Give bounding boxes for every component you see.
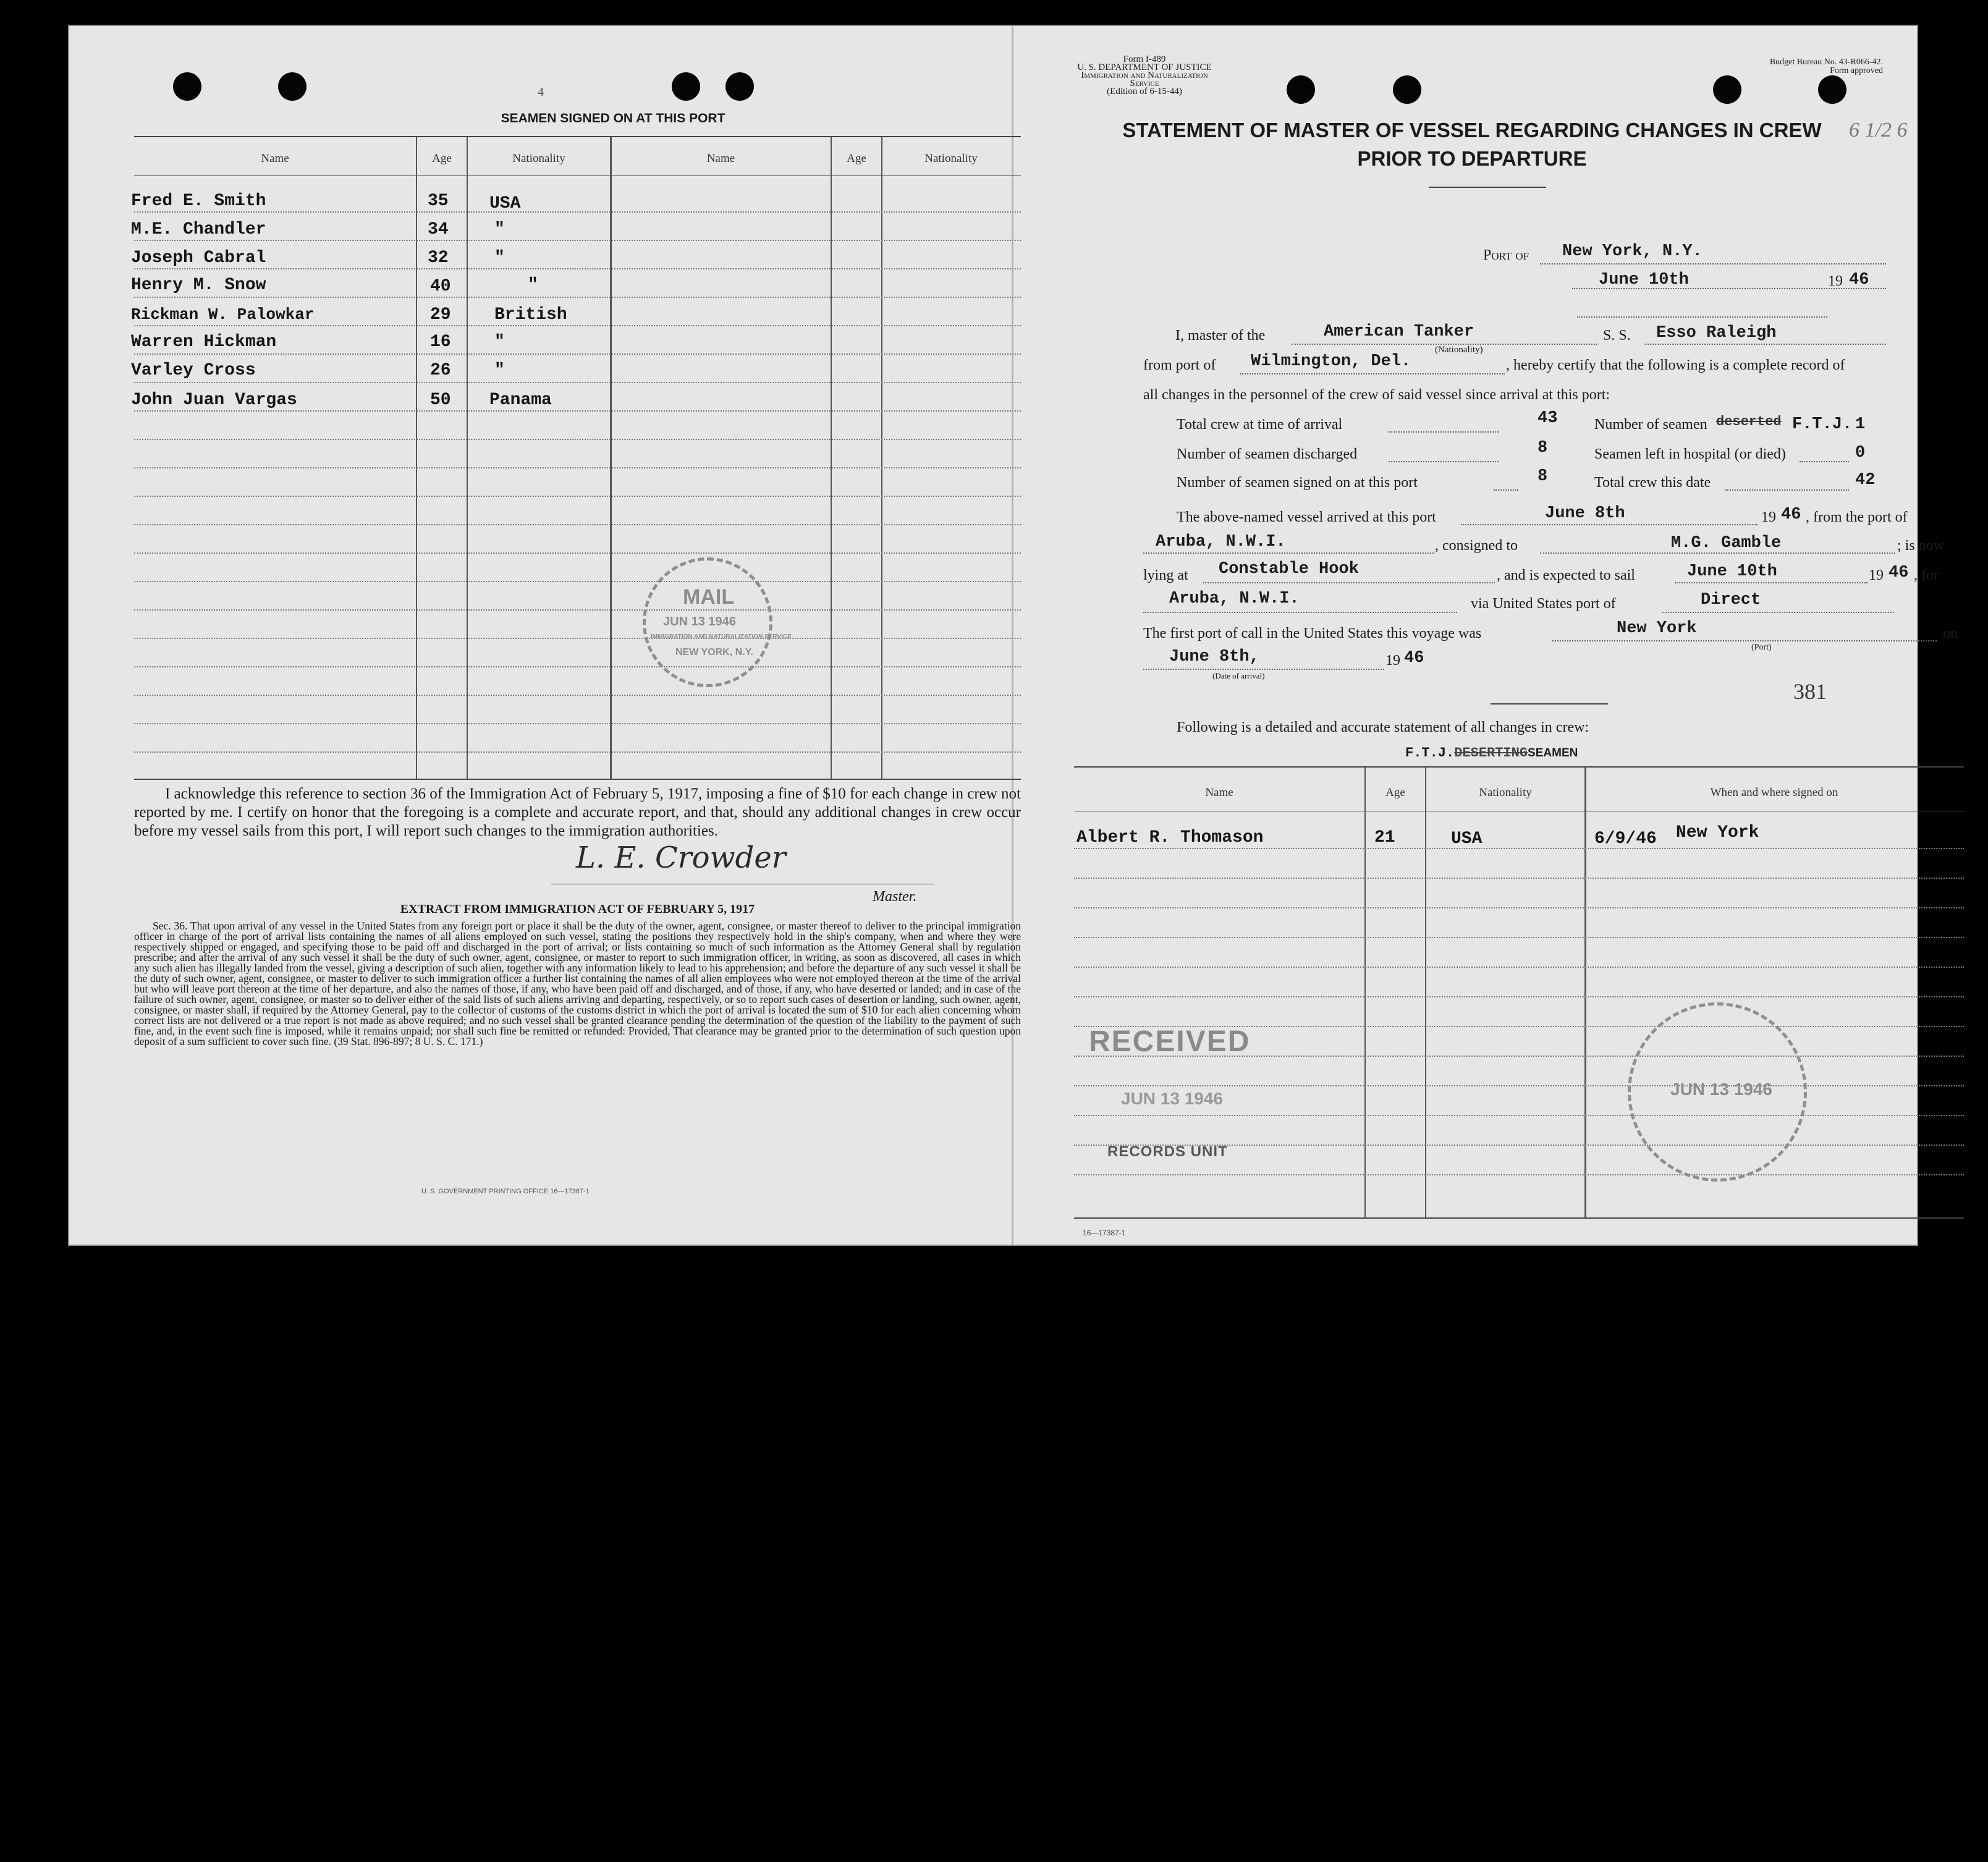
arrived-from: Aruba, N.W.I. [1156, 533, 1286, 551]
printer-line-right: 16—17387-1 [1083, 1229, 1126, 1237]
form-title-line-2: PRIOR TO DEPARTURE [1357, 147, 1587, 170]
col-header-name: Name [1205, 786, 1233, 799]
destination: Aruba, N.W.I. [1169, 590, 1300, 608]
crew-nationality: " [494, 220, 505, 239]
col-header-age: Age [432, 152, 452, 165]
first-port-year-prefix: 19 [1385, 653, 1400, 669]
table-top-rule [134, 136, 1021, 137]
destination-blank [1143, 612, 1457, 613]
crew-age: 35 [428, 192, 449, 211]
arrived-from-blank [1143, 552, 1434, 554]
signed-on-count: 8 [1538, 467, 1548, 486]
sail-date: June 10th [1687, 562, 1777, 581]
crew-nationality: " [494, 332, 505, 352]
ruled-line [134, 609, 1021, 611]
form-title-line-1: STATEMENT OF MASTER OF VESSEL REGARDING CHANGES IN CREW [1122, 119, 1822, 142]
crew-name: Warren Hickman [131, 332, 277, 352]
hospital-count: 0 [1855, 444, 1866, 462]
date-blank [1577, 316, 1827, 318]
ruled-line [1074, 878, 1964, 879]
ruled-line [1074, 937, 1964, 938]
ss-label: S. S. [1603, 328, 1631, 344]
punch-hole [173, 72, 201, 101]
stat-leader [1494, 489, 1518, 491]
col-header-age: Age [1385, 786, 1405, 799]
nationality-caption: (Nationality) [1435, 345, 1483, 355]
acknowledgement-paragraph: I acknowledge this reference to section 36 of the Immigration Act of February 5, 1917, imposing a fine of $10 for each change in crew not reported by me. I certify on honor that the foregoing is a complete and accurate report, and that, should any additional changes in crew occur before my vessel sails from this port, I will report such changes to the immigration authorities. [134, 785, 1021, 839]
ruled-line [1074, 967, 1964, 968]
sail-year: 46 [1889, 564, 1909, 582]
arrived-date: June 8th [1545, 504, 1625, 523]
hospital-label: Seamen left in hospital (or died) [1594, 446, 1786, 462]
date-value: June 10th [1599, 271, 1689, 289]
section-struck: DESERTING [1454, 745, 1528, 761]
punch-hole [1713, 75, 1741, 104]
col-divider [881, 137, 882, 780]
budget-block [1722, 58, 1883, 75]
stamp-number: 381 [1793, 679, 1827, 704]
department: U. S. DEPARTMENT OF JUSTICE [1077, 62, 1212, 72]
table-bottom-rule [134, 779, 1021, 780]
on-label: on [1943, 625, 1958, 641]
ruled-line [134, 695, 1021, 696]
ftj-age: 21 [1374, 828, 1395, 847]
stat-leader [1389, 461, 1499, 462]
first-port-label: The first port of call in the United States this voyage was [1143, 625, 1482, 641]
crew-name: M.E. Chandler [131, 220, 266, 239]
lying-at-blank [1203, 582, 1495, 583]
via-blank [1662, 612, 1894, 613]
ruled-line [1074, 1174, 1964, 1175]
from-port-label: from port of [1143, 357, 1216, 373]
crew-nationality: USA [489, 194, 521, 213]
ruled-line [134, 240, 1021, 241]
consignee: M.G. Gamble [1671, 534, 1782, 552]
vessel-name-blank [1645, 344, 1886, 345]
ruled-line [1074, 1115, 1964, 1116]
document-sheet [68, 25, 1958, 1246]
total-crew-date-label: Total crew this date [1594, 475, 1711, 491]
right-table-top-rule [1074, 766, 1964, 768]
lying-at-label: lying at [1143, 567, 1188, 583]
col-header-name: Name [261, 152, 289, 165]
crew-age: 29 [430, 305, 451, 324]
col-header-when-where: When and where signed on [1710, 786, 1838, 799]
left-heading: SEAMEN SIGNED ON AT THIS PORT [501, 111, 725, 125]
crew-age: 26 [430, 361, 451, 380]
ruled-line [1074, 848, 1964, 849]
date-year: 46 [1849, 271, 1869, 289]
stamp-city-text: NEW YORK, N.Y. [675, 647, 753, 658]
ruled-line [134, 353, 1021, 355]
crew-name: Joseph Cabral [131, 248, 266, 268]
punch-hole [725, 72, 754, 101]
stat-leader [1725, 489, 1849, 491]
form-header-block [1070, 56, 1219, 96]
section-prefix: F.T.J. [1405, 745, 1455, 761]
right-table-bottom-rule [1074, 1217, 1964, 1219]
from-the-port-label: , from the port of [1806, 509, 1908, 525]
crew-age: 40 [430, 277, 451, 296]
punch-hole [1393, 75, 1421, 104]
consigned-label: , consigned to [1435, 538, 1518, 554]
first-port-year: 46 [1404, 649, 1424, 667]
port-label: Port of [1483, 247, 1529, 263]
arrived-blank [1461, 524, 1757, 525]
port-value: New York, N.Y. [1562, 242, 1702, 261]
crew-nationality: " [528, 276, 538, 295]
total-crew-arrival-label: Total crew at time of arrival [1177, 417, 1343, 433]
first-port-blank [1552, 640, 1937, 641]
ruled-line [134, 268, 1021, 269]
crew-age: 34 [428, 220, 449, 239]
first-port: New York [1617, 619, 1697, 638]
printer-line-left: U. S. GOVERNMENT PRINTING OFFICE 16—17387-1 [421, 1188, 590, 1195]
edition: (Edition of 6-15-44) [1107, 87, 1182, 96]
received-date-stamp: JUN 13 1946 [1121, 1089, 1224, 1108]
sail-date-blank [1675, 582, 1867, 583]
deserted-count: 1 [1855, 415, 1866, 434]
ruled-line [134, 439, 1021, 440]
budget-number: Budget Bureau No. 43-R066-42. [1769, 57, 1883, 67]
col-header-age-2: Age [847, 152, 866, 165]
via-port: Direct [1701, 591, 1761, 609]
stamp-date-text: JUN 13 1946 [663, 615, 736, 628]
form-approved: Form approved [1830, 66, 1883, 75]
ftj-name: Albert R. Thomason [1076, 828, 1264, 847]
ruled-line [134, 751, 1021, 753]
col-divider [610, 137, 612, 780]
punch-hole [1818, 75, 1846, 104]
port-caption: (Port) [1751, 643, 1772, 652]
crew-age: 32 [428, 248, 449, 268]
mail-postmark-stamp [643, 557, 792, 687]
all-changes-text: all changes in the personnel of the crew of said vessel since arrival at this port: [1143, 387, 1610, 403]
signed-on-label: Number of seamen signed on at this port [1177, 475, 1418, 491]
is-now-label: ; is now [1897, 538, 1945, 554]
discharged-label: Number of seamen discharged [1177, 446, 1358, 462]
extract-title: EXTRACT FROM IMMIGRATION ACT OF FEBRUARY 5, 1917 [400, 902, 755, 916]
col-divider [1364, 768, 1366, 1219]
punch-hole [1287, 75, 1315, 104]
punch-hole [672, 72, 700, 101]
deserted-struck: deserted [1716, 414, 1782, 430]
ruled-line [1074, 907, 1964, 908]
crew-nationality: " [494, 248, 505, 268]
title-underline [1429, 187, 1546, 188]
total-crew-arrival: 43 [1538, 409, 1558, 428]
ruled-line [134, 581, 1021, 582]
col-header-nationality: Nationality [512, 152, 565, 165]
via-label: via United States port of [1471, 596, 1616, 612]
certify-text: , hereby certify that the following is a complete record of [1506, 357, 1845, 373]
ruled-line [134, 410, 1021, 412]
col-divider [831, 137, 832, 780]
page-number: 4 [538, 85, 544, 99]
col-divider [1425, 768, 1426, 1219]
deserted-label: Number of seamen [1594, 417, 1707, 433]
for-label: , for [1914, 567, 1939, 583]
form-title [1064, 116, 1880, 173]
records-unit-stamp: RECORDS UNIT [1107, 1143, 1228, 1160]
col-divider [1584, 768, 1586, 1219]
section-rule [1491, 703, 1608, 705]
arrived-label: The above-named vessel arrived at this port [1177, 509, 1436, 525]
date-underline [1572, 288, 1886, 289]
crew-name: Varley Cross [131, 361, 256, 380]
consignee-blank [1540, 552, 1895, 554]
following-text: Following is a detailed and accurate statement of all changes in crew: [1177, 719, 1589, 735]
ruled-line [134, 467, 1021, 468]
master-label: Master. [873, 889, 917, 905]
ruled-line [134, 211, 1021, 213]
page-fold [1012, 26, 1013, 1245]
ftj-when: 6/9/46 [1594, 829, 1657, 848]
form-id: Form I-489 [1123, 54, 1166, 64]
section-heading [1405, 744, 1578, 761]
ruled-line [1074, 1085, 1964, 1086]
stat-leader [1389, 431, 1499, 433]
crew-name: Henry M. Snow [131, 276, 266, 295]
crew-nationality: British [494, 305, 567, 324]
ruled-line [134, 723, 1021, 724]
first-port-date: June 8th, [1169, 648, 1259, 666]
ruled-line [134, 325, 1021, 326]
expected-label: , and is expected to sail [1497, 567, 1635, 583]
port-blank [1540, 263, 1886, 264]
deserted-ftj: F.T.J. [1792, 415, 1853, 434]
arrived-year-prefix: 19 [1761, 509, 1776, 525]
from-port-blank [1240, 373, 1505, 375]
extract-text: Sec. 36. That upon arrival of any vessel in the United States from any foreign port or place it shall be the duty of the owner, agent, consignee, or master thereof to deliver to the principal immigration officer in charge of the port of arrival lists containing the names of all aliens employed on such vessel, stating the positions they respectively hold in the ship's company, when and where they were respectively shipped or engaged, and specifying those to be paid off and discharged in the port of arrival; or lists containing so much of such information as the Attorney General shall by regulation prescribe; and after the arrival of any such vessel it shall be the duty of such owner, agent, consignee, or master to report to such immigration officer, in writing, as soon as discovered, all cases in which any such alien has illegally landed from the vessel, giving a description of such alien, together with any information likely to lead to his apprehension; and before the departure of any such vessel it shall be the duty of such owner, agent, consignee, or master to deliver to such immigration officer a further list containing the names of all alien employees who were not employed thereon at the time of the arrival but who will leave port thereon at the time of her departure, and also the names of those, if any, who have been paid off and discharged, and of those, if any, who have deserted or landed; and in case of the failure of such owner, agent, consignee, or master so to deliver either of the said lists of such aliens arriving and departing, respectively, or so to report such cases of desertion or landing, such owner, agent, consignee, or master shall, if required by the Attorney General, pay to the collector of customs of the customs district in which the port of arrival is located the sum of $10 for each alien concerning whom correct lists are not delivered or a true report is not made as above required; and no such vessel shall be granted clearance pending the determination of the question of the liability to the payment of such fine, and, in the event such fine is imposed, while it remains unpaid; nor shall such fine be remitted or refunded: Provided, That clearance may be granted prior to the determination of such question upon deposit of a sum sufficient to cover such fine. (39 Stat. 896-897; 8 U. S. C. 171.) [134, 920, 1021, 1047]
vessel-nationality: American Tanker [1324, 323, 1474, 341]
ftj-nationality: USA [1451, 829, 1483, 848]
ruled-line [134, 524, 1021, 525]
date-year-prefix: 19 [1828, 273, 1843, 289]
crew-nationality: Panama [489, 391, 552, 410]
arrived-year: 46 [1781, 506, 1801, 524]
crew-age: 50 [430, 391, 451, 410]
col-divider [416, 137, 417, 780]
service: Immigration and Naturalization Service [1081, 70, 1208, 88]
crew-nationality: " [494, 361, 505, 380]
master-of-label: I, master of the [1175, 328, 1266, 344]
ftj-where: New York [1676, 823, 1759, 842]
crew-name: John Juan Vargas [131, 391, 297, 410]
first-port-date-blank [1143, 669, 1384, 670]
from-port-value: Wilmington, Del. [1251, 352, 1411, 371]
date-arrival-caption: (Date of arrival) [1212, 671, 1265, 680]
discharged-count: 8 [1538, 439, 1548, 457]
section-suffix: SEAMEN [1528, 747, 1578, 760]
col-divider [467, 137, 468, 780]
received-stamp: RECEIVED [1089, 1025, 1251, 1058]
stamp-mail-text: MAIL [683, 585, 735, 609]
ruled-line [134, 666, 1021, 667]
stat-leader [1800, 461, 1849, 462]
crew-age: 16 [430, 332, 451, 352]
col-header-nationality: Nationality [1479, 786, 1532, 799]
ruled-line [1074, 996, 1964, 997]
ruled-line [134, 552, 1021, 554]
punch-hole [278, 72, 307, 101]
lying-at: Constable Hook [1219, 560, 1359, 578]
postmark-stamp-right [1628, 1002, 1807, 1182]
postmark-date-text: JUN 13 1946 [1670, 1080, 1773, 1099]
col-header-name-2: Name [706, 152, 735, 165]
crew-name: Fred E. Smith [131, 192, 266, 211]
crew-name: Rickman W. Palowkar [131, 305, 315, 324]
vessel-name: Esso Raleigh [1656, 324, 1777, 342]
ruled-line [134, 638, 1021, 639]
stamp-service-text: IMMIGRATION AND NATURALIZATION SERVICE [651, 633, 792, 640]
corner-handwritten-note: 6 1/2 6 [1849, 119, 1908, 142]
sail-year-prefix: 19 [1869, 567, 1884, 583]
ruled-line [134, 297, 1021, 298]
ruled-line [134, 496, 1021, 497]
total-crew-date: 42 [1855, 471, 1876, 489]
ruled-line [134, 382, 1021, 383]
master-signature: L. E. Crowder [576, 840, 786, 875]
col-header-nationality-2: Nationality [924, 152, 978, 165]
